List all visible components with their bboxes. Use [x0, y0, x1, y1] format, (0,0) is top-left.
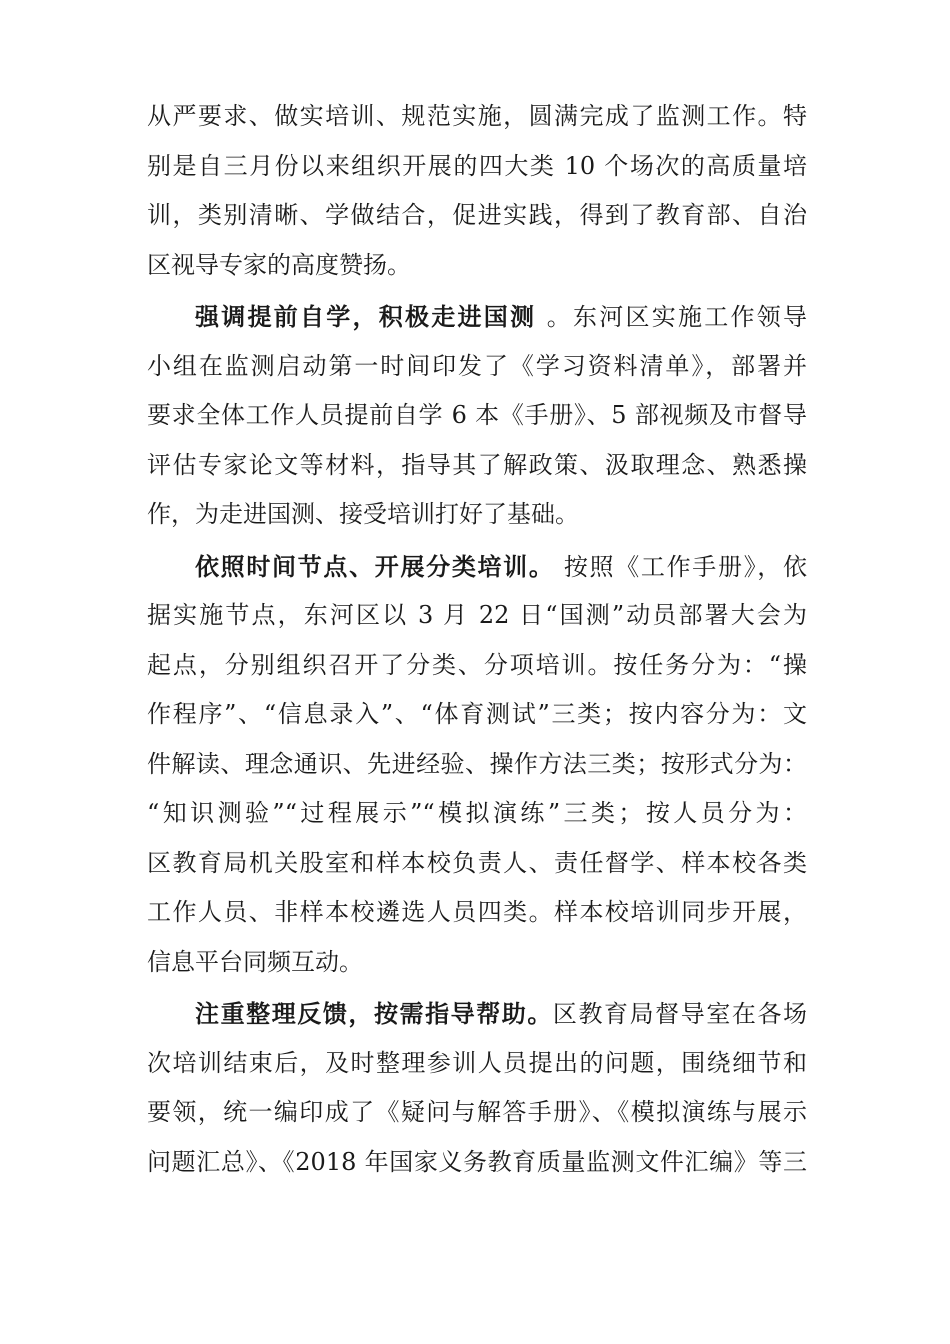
text-line: 据实施节点，东河区以 3 月 22 日“国测”动员部署大会为 — [147, 601, 807, 629]
paragraph-heading: 注重整理反馈，按需指导帮助。 — [195, 999, 553, 1028]
text-line: 作，为走进国测、接受培训打好了基础。 — [147, 500, 579, 528]
paragraph-feedback — [147, 989, 807, 1187]
text-line: 要求全体工作人员提前自学 6 本《手册》、5 部视频及市督导 — [147, 401, 807, 429]
text-line: 工作人员、非样本校遴选人员四类。样本校培训同步开展， — [147, 898, 807, 926]
document-body — [147, 92, 807, 1187]
paragraph-heading: 依照时间节点、开展分类培训。 — [195, 551, 555, 581]
text-line: “知识测验”“过程展示”“模拟演练”三类；按人员分为： — [147, 799, 807, 827]
text-line: 别是自三月份以来组织开展的四大类 10 个场次的高质量培 — [147, 151, 807, 180]
text-line: 区视导专家的高度赞扬。 — [147, 250, 411, 279]
text-line: 区教育局机关股室和样本校负责人、责任督学、样本校各类 — [147, 848, 807, 877]
text-line — [147, 292, 807, 342]
paragraph-self-study — [147, 292, 807, 540]
text-line: 件解读、理念通识、先进经验、操作方法三类；按形式分为： — [147, 749, 807, 778]
text-line: 小组在监测启动第一时间印发了《学习资料清单》，部署并 — [147, 351, 807, 380]
text-line: 评估专家论文等材料，指导其了解政策、汲取理念、熟悉操 — [147, 450, 807, 479]
paragraph-text: 区教育局督导室在各场 — [552, 1000, 807, 1028]
text-line: 次培训结束后，及时整理参训人员提出的问题，围绕细节和 — [147, 1048, 807, 1077]
text-line — [147, 542, 807, 592]
paragraph-intro — [147, 92, 807, 290]
paragraph-heading: 强调提前自学，积极走进国测 — [195, 302, 547, 331]
text-line: 要领，统一编印成了《疑问与解答手册》、《模拟演练与展示 — [147, 1098, 807, 1126]
text-line: 问题汇总》、《2018 年国家义务教育质量监测文件汇编》等三 — [147, 1147, 807, 1176]
text-line: 作程序”、“信息录入”、“体育测试”三类；按内容分为：文 — [147, 700, 807, 728]
paragraph-text: 。东河区实施工作领导 — [546, 303, 807, 331]
text-line — [147, 989, 807, 1039]
text-line: 训，类别清晰、学做结合，促进实践，得到了教育部、自治 — [147, 201, 807, 229]
paragraph-classified-training — [147, 542, 807, 988]
text-line: 起点，分别组织召开了分类、分项培训。按任务分为：“操 — [147, 650, 807, 679]
text-line: 从严要求、做实培训、规范实施，圆满完成了监测工作。特 — [147, 102, 807, 130]
text-line: 信息平台同频互动。 — [147, 947, 363, 976]
paragraph-text: 按照《工作手册》，依 — [554, 552, 807, 581]
